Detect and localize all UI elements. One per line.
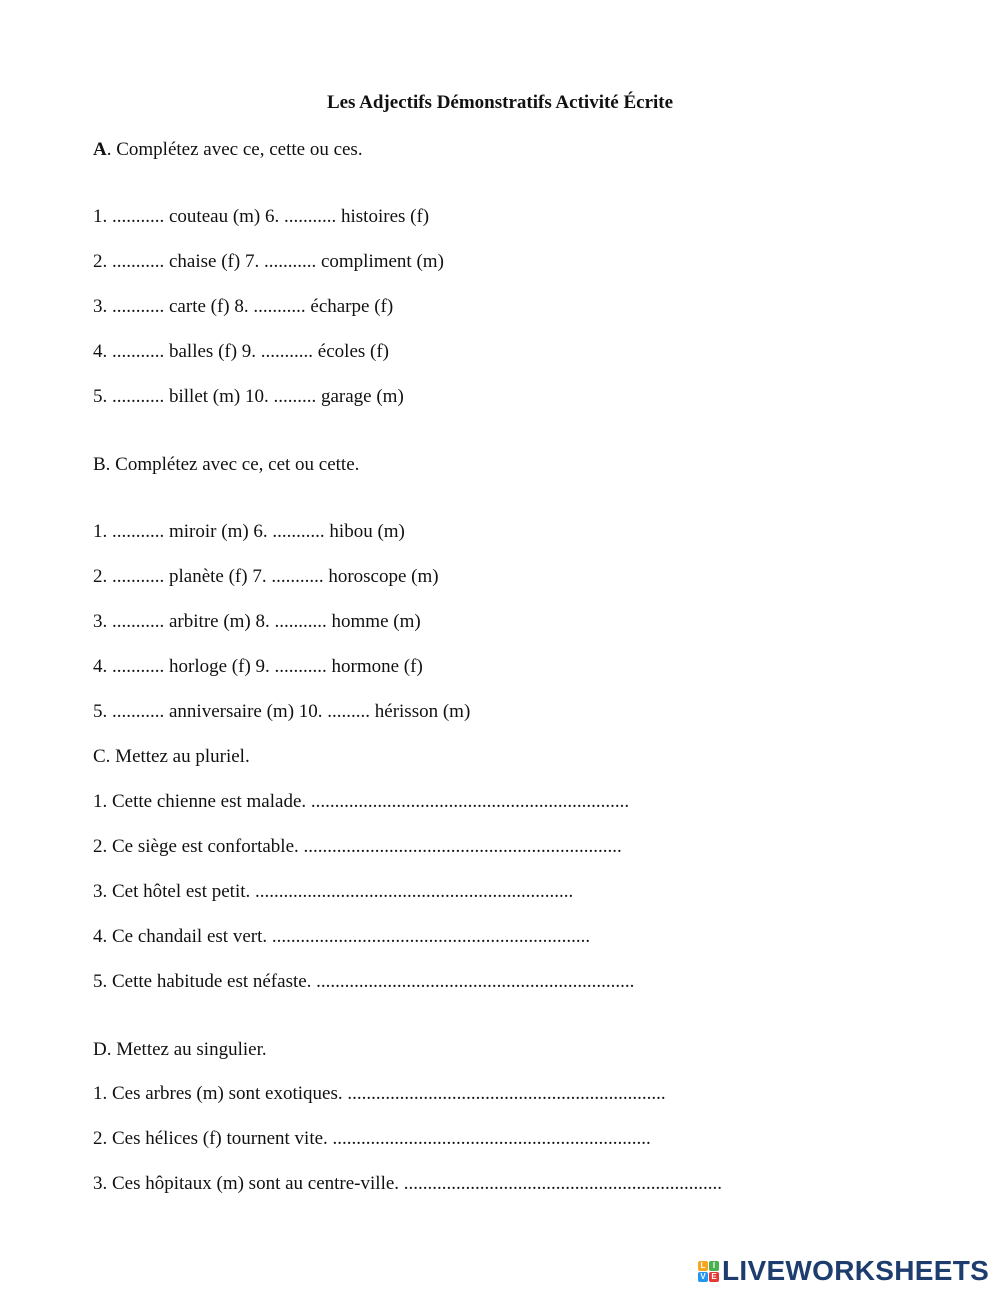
section-c-item: 1. Cette chienne est malade. ...................................................................: [93, 791, 630, 812]
section-d-instruction: D. Mettez au singulier.: [93, 1039, 267, 1060]
section-c-item: 4. Ce chandail est vert. ...................................................................: [93, 926, 591, 947]
section-a-item: 3. ........... carte (f) 8. ........... écharpe (f): [93, 296, 394, 317]
logo-icon-letter: E: [709, 1272, 719, 1282]
section-a-instruction-text: . Complétez avec ce, cette ou ces.: [106, 139, 363, 160]
section-b-item: 4. ........... horloge (f) 9. ........... hormone (f): [93, 656, 423, 677]
section-d-item: 3. Ces hôpitaux (m) sont au centre-ville. ...................................................................: [93, 1173, 723, 1194]
section-d-item: 1. Ces arbres (m) sont exotiques. ...................................................................: [93, 1083, 666, 1104]
liveworksheets-logo[interactable]: [698, 1256, 989, 1286]
section-c-item: 3. Cet hôtel est petit. ...................................................................: [93, 881, 574, 902]
logo-icon-letter: V: [698, 1272, 708, 1282]
logo-icon-letter: I: [709, 1261, 719, 1271]
section-a-item: 4. ........... balles (f) 9. ........... écoles (f): [93, 341, 390, 362]
section-b-item: 2. ........... planète (f) 7. ........... horoscope (m): [93, 566, 439, 587]
section-b-instruction: B. Complétez avec ce, cet ou cette.: [93, 454, 360, 475]
section-a-letter: A: [93, 139, 107, 160]
section-a-item: 5. ........... billet (m) 10. ......... garage (m): [93, 386, 404, 407]
worksheet-title: Les Adjectifs Démonstratifs Activité Écrite: [326, 92, 674, 113]
section-d-item: 2. Ces hélices (f) tournent vite. ...................................................................: [93, 1128, 651, 1149]
liveworksheets-logo-text: LIVEWORKSHEETS: [722, 1255, 990, 1286]
section-c-item: 2. Ce siège est confortable. ...................................................................: [93, 836, 622, 857]
section-a-item: 1. ........... couteau (m) 6. ........... histoires (f): [93, 206, 430, 227]
logo-icon-letter: L: [698, 1261, 708, 1271]
liveworksheets-logo-icon: [698, 1261, 719, 1282]
section-b-item: 5. ........... anniversaire (m) 10. ......... hérisson (m): [93, 701, 471, 722]
section-a-instruction: [93, 138, 363, 162]
section-c-instruction: C. Mettez au pluriel.: [93, 746, 250, 767]
section-c-item: 5. Cette habitude est néfaste. ...................................................................: [93, 971, 635, 992]
section-a-item: 2. ........... chaise (f) 7. ........... compliment (m): [93, 251, 444, 272]
section-b-item: 1. ........... miroir (m) 6. ........... hibou (m): [93, 521, 405, 542]
section-b-item: 3. ........... arbitre (m) 8. ........... homme (m): [93, 611, 421, 632]
